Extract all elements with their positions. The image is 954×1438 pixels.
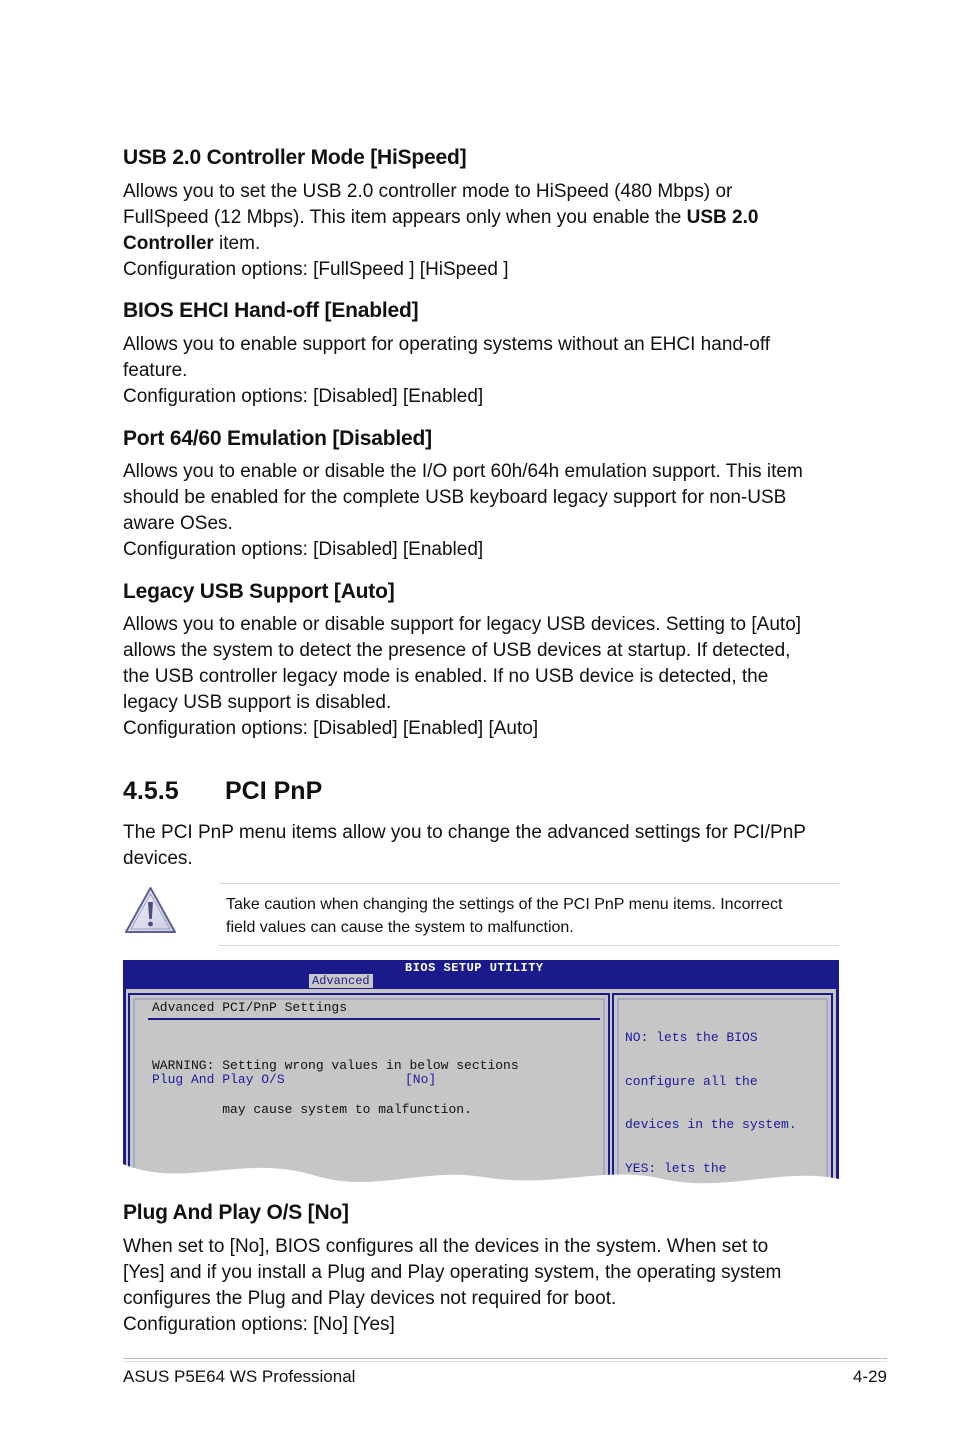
- bios-title-bar: [123, 960, 839, 989]
- bios-item-plug-and-play-label[interactable]: Plug And Play O/S: [152, 1072, 285, 1087]
- text-line: When set to [No], BIOS configures all the devices in the system. When set to: [123, 1236, 769, 1257]
- usb-controller-mode-text: [123, 179, 758, 283]
- warning-triangle-icon: [124, 885, 177, 935]
- bios-screenshot: [123, 960, 839, 1195]
- bios-warning: [152, 1030, 519, 1146]
- bold-term: Controller: [123, 233, 214, 254]
- config-options: Configuration options: [Disabled] [Enabled] [Auto]: [123, 718, 539, 739]
- text-line: the USB controller legacy mode is enabled. If no USB device is detected, the: [123, 666, 769, 687]
- text-line: should be enabled for the complete USB keyboard legacy support for non-USB: [123, 487, 787, 508]
- bold-term: USB 2.0: [686, 207, 759, 228]
- bios-warning-line: WARNING: Setting wrong values in below sections: [152, 1058, 519, 1073]
- text-line: field values can cause the system to malfunction.: [226, 919, 574, 936]
- bios-panel-title: Advanced PCI/PnP Settings: [152, 1000, 348, 1015]
- heading-port-emulation: Port 64/60 Emulation [Disabled]: [123, 427, 432, 450]
- section-title: PCI PnP: [225, 777, 323, 805]
- text-line: aware OSes.: [123, 513, 233, 534]
- heading-legacy-usb: Legacy USB Support [Auto]: [123, 580, 395, 603]
- plug-and-play-text: [123, 1234, 781, 1338]
- heading-usb-controller-mode: USB 2.0 Controller Mode [HiSpeed]: [123, 146, 467, 169]
- text-line: FullSpeed (12 Mbps). This item appears only when you enable the USB 2.0: [123, 207, 759, 228]
- bios-help-text: NO: lets the BIOS configure all the devices in the system. YES: lets the: [625, 1030, 797, 1176]
- text-line: Allows you to enable support for operating systems without an EHCI hand-off: [123, 334, 771, 355]
- page-number: 4-29: [852, 1367, 887, 1386]
- config-options: Configuration options: [Disabled] [Enabled]: [123, 386, 484, 407]
- heading-plug-and-play: Plug And Play O/S [No]: [123, 1201, 349, 1224]
- text-line: devices.: [123, 848, 193, 869]
- bios-tab-advanced[interactable]: Advanced: [309, 974, 373, 988]
- note-bottom-rule: [219, 945, 839, 946]
- bios-title: BIOS SETUP UTILITY: [405, 961, 544, 975]
- port-emulation-text: [123, 459, 803, 563]
- bios-body: [123, 989, 839, 1195]
- config-options: Configuration options: [No] [Yes]: [123, 1314, 395, 1335]
- text-line: feature.: [123, 360, 188, 381]
- text-line: configures the Plug and Play devices not required for boot.: [123, 1288, 617, 1309]
- heading-ehci-handoff: BIOS EHCI Hand-off [Enabled]: [123, 299, 419, 322]
- text-line: Allows you to enable or disable support for legacy USB devices. Setting to [Auto]: [123, 614, 802, 635]
- legacy-usb-text: [123, 612, 801, 742]
- footer-rule-light: [123, 1361, 887, 1362]
- note-top-rule: [219, 883, 839, 884]
- text-line: allows the system to detect the presence of USB devices at startup. If detected,: [123, 640, 791, 661]
- bios-item-plug-and-play-value[interactable]: [No]: [405, 1072, 437, 1087]
- footer-rule: [123, 1358, 887, 1359]
- footer-product: ASUS P5E64 WS Professional: [123, 1367, 356, 1386]
- text-line: Allows you to enable or disable the I/O port 60h/64h emulation support. This item: [123, 461, 803, 482]
- text-line: Controller item.: [123, 233, 261, 254]
- caution-note-text: [226, 893, 782, 939]
- text-line: legacy USB support is disabled.: [123, 692, 392, 713]
- text-line: Take caution when changing the settings of the PCI PnP menu items. Incorrect: [226, 896, 783, 913]
- config-options: Configuration options: [Disabled] [Enabled]: [123, 539, 484, 560]
- text-line: Allows you to set the USB 2.0 controller mode to HiSpeed (480 Mbps) or: [123, 181, 733, 202]
- ehci-handoff-text: [123, 332, 770, 410]
- pci-intro-text: [123, 820, 806, 872]
- text-line: [Yes] and if you install a Plug and Play operating system, the operating system: [123, 1262, 782, 1283]
- bios-warning-line: may cause system to malfunction.: [152, 1101, 472, 1117]
- config-options: Configuration options: [FullSpeed ] [HiSpeed ]: [123, 259, 509, 280]
- section-number: 4.5.5: [123, 777, 179, 805]
- text-line: The PCI PnP menu items allow you to change the advanced settings for PCI/PnP: [123, 822, 806, 843]
